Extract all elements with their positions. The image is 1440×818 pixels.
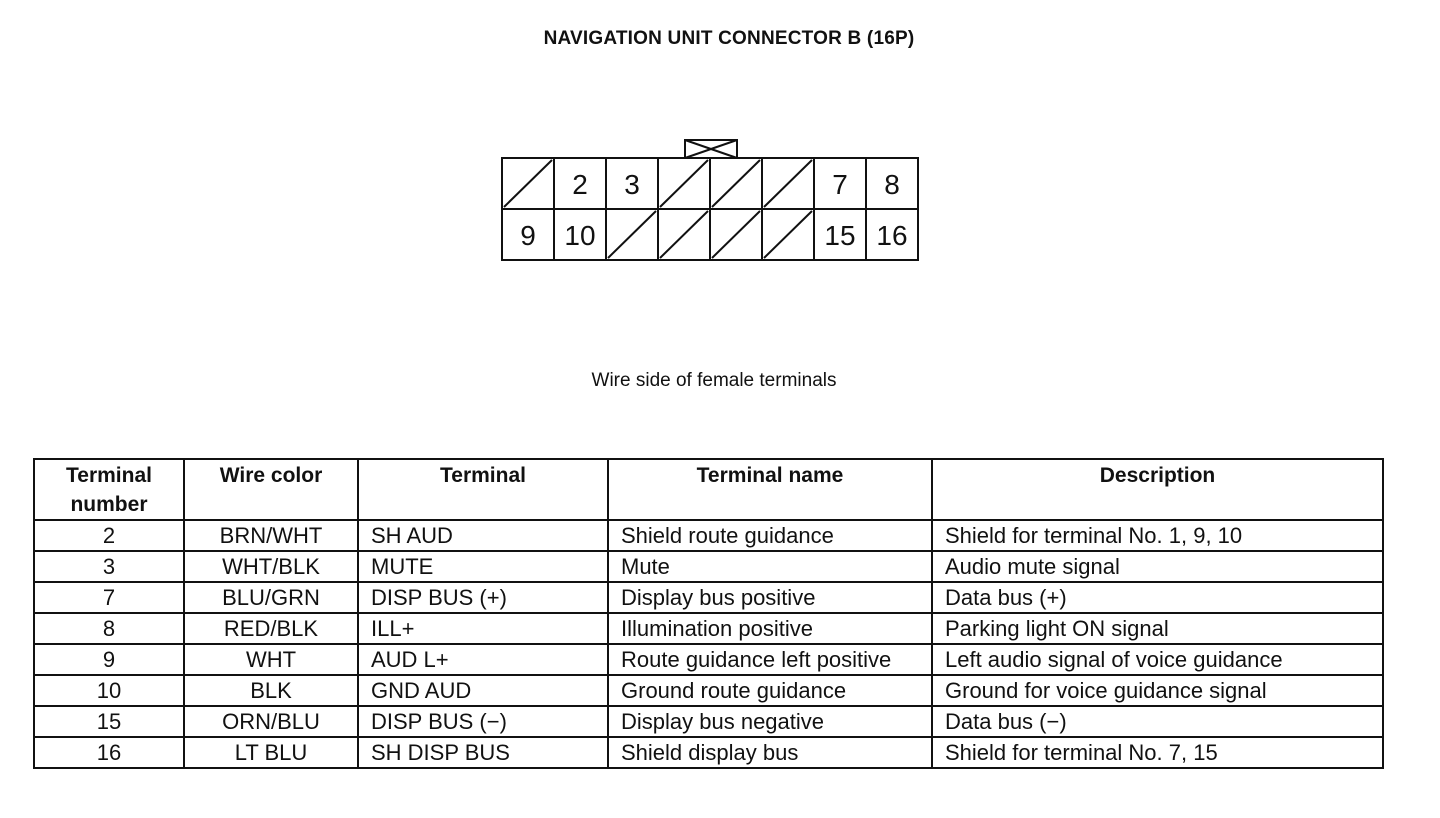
terminal-name-cell: Illumination positive: [608, 613, 932, 644]
connector-terminal-unused: [710, 209, 762, 260]
connector-terminal-unused: [762, 158, 814, 209]
connector-terminal-unused: [606, 209, 658, 260]
terminal-number-label: 16: [876, 220, 908, 251]
terminal-name-cell: Shield route guidance: [608, 520, 932, 551]
connector-terminal: [554, 158, 606, 209]
connector-caption: Wire side of female terminals: [591, 370, 837, 391]
terminal-cell: MUTE: [358, 551, 608, 582]
header-wire-color: Wire color: [184, 459, 358, 520]
connector-terminal-unused: [658, 158, 710, 209]
wire-color-cell: LT BLU: [184, 737, 358, 768]
terminal-number-cell: 8: [34, 613, 184, 644]
terminal-number-cell: 16: [34, 737, 184, 768]
wire-color-cell: WHT: [184, 644, 358, 675]
table-row: [34, 551, 1383, 582]
connector-latch: [685, 140, 737, 158]
terminal-number-label: 3: [624, 169, 640, 200]
terminal-number-cell: 2: [34, 520, 184, 551]
header-terminal-name: Terminal name: [608, 459, 932, 520]
description-cell: Ground for voice guidance signal: [932, 675, 1383, 706]
connector-terminal-unused: [710, 158, 762, 209]
description-cell: Shield for terminal No. 7, 15: [932, 737, 1383, 768]
terminal-number-cell: 7: [34, 582, 184, 613]
terminal-number-cell: 9: [34, 644, 184, 675]
table-header-row: [34, 459, 1383, 520]
terminal-number-label: 15: [824, 220, 856, 251]
connector-diagram: [0, 0, 1440, 300]
terminal-name-cell: Route guidance left positive: [608, 644, 932, 675]
table-row: [34, 520, 1383, 551]
wire-color-cell: BLU/GRN: [184, 582, 358, 613]
connector-terminal: [502, 209, 554, 260]
table-row: [34, 675, 1383, 706]
terminal-number-cell: 10: [34, 675, 184, 706]
terminal-number-label: 2: [572, 169, 588, 200]
connector-terminal: [866, 158, 918, 209]
terminal-cell: SH DISP BUS: [358, 737, 608, 768]
terminal-name-cell: Mute: [608, 551, 932, 582]
terminal-name-cell: Ground route guidance: [608, 675, 932, 706]
connector-terminal: [866, 209, 918, 260]
terminal-cell: GND AUD: [358, 675, 608, 706]
wire-color-cell: BRN/WHT: [184, 520, 358, 551]
connector-terminal: [814, 209, 866, 260]
description-cell: Data bus (+): [932, 582, 1383, 613]
terminal-table: [33, 458, 1384, 769]
header-description: Description: [932, 459, 1383, 520]
terminal-number-cell: 15: [34, 706, 184, 737]
terminal-cell: SH AUD: [358, 520, 608, 551]
connector-terminal-unused: [762, 209, 814, 260]
terminal-number-cell: 3: [34, 551, 184, 582]
description-cell: Data bus (−): [932, 706, 1383, 737]
connector-terminal: [814, 158, 866, 209]
terminal-name-cell: Shield display bus: [608, 737, 932, 768]
table-row: [34, 706, 1383, 737]
connector-terminal: [606, 158, 658, 209]
wire-color-cell: RED/BLK: [184, 613, 358, 644]
terminal-cell: ILL+: [358, 613, 608, 644]
wire-color-cell: ORN/BLU: [184, 706, 358, 737]
wire-color-cell: BLK: [184, 675, 358, 706]
description-cell: Shield for terminal No. 1, 9, 10: [932, 520, 1383, 551]
description-cell: Parking light ON signal: [932, 613, 1383, 644]
table-row: [34, 644, 1383, 675]
connector-terminal-unused: [502, 158, 554, 209]
terminal-cell: DISP BUS (−): [358, 706, 608, 737]
terminal-cell: AUD L+: [358, 644, 608, 675]
header-terminal: Terminal: [358, 459, 608, 520]
wire-color-cell: WHT/BLK: [184, 551, 358, 582]
table-row: [34, 613, 1383, 644]
page-title: NAVIGATION UNIT CONNECTOR B (16P): [543, 28, 915, 49]
connector-terminal-unused: [658, 209, 710, 260]
header-terminal-number: Terminal number: [34, 459, 184, 520]
terminal-number-label: 10: [564, 220, 596, 251]
terminal-number-label: 8: [884, 169, 900, 200]
table-row: [34, 582, 1383, 613]
terminal-number-label: 9: [520, 220, 536, 251]
terminal-cell: DISP BUS (+): [358, 582, 608, 613]
description-cell: Audio mute signal: [932, 551, 1383, 582]
description-cell: Left audio signal of voice guidance: [932, 644, 1383, 675]
terminal-name-cell: Display bus positive: [608, 582, 932, 613]
connector-terminal: [554, 209, 606, 260]
terminal-number-label: 7: [832, 169, 848, 200]
terminal-name-cell: Display bus negative: [608, 706, 932, 737]
table-row: [34, 737, 1383, 768]
